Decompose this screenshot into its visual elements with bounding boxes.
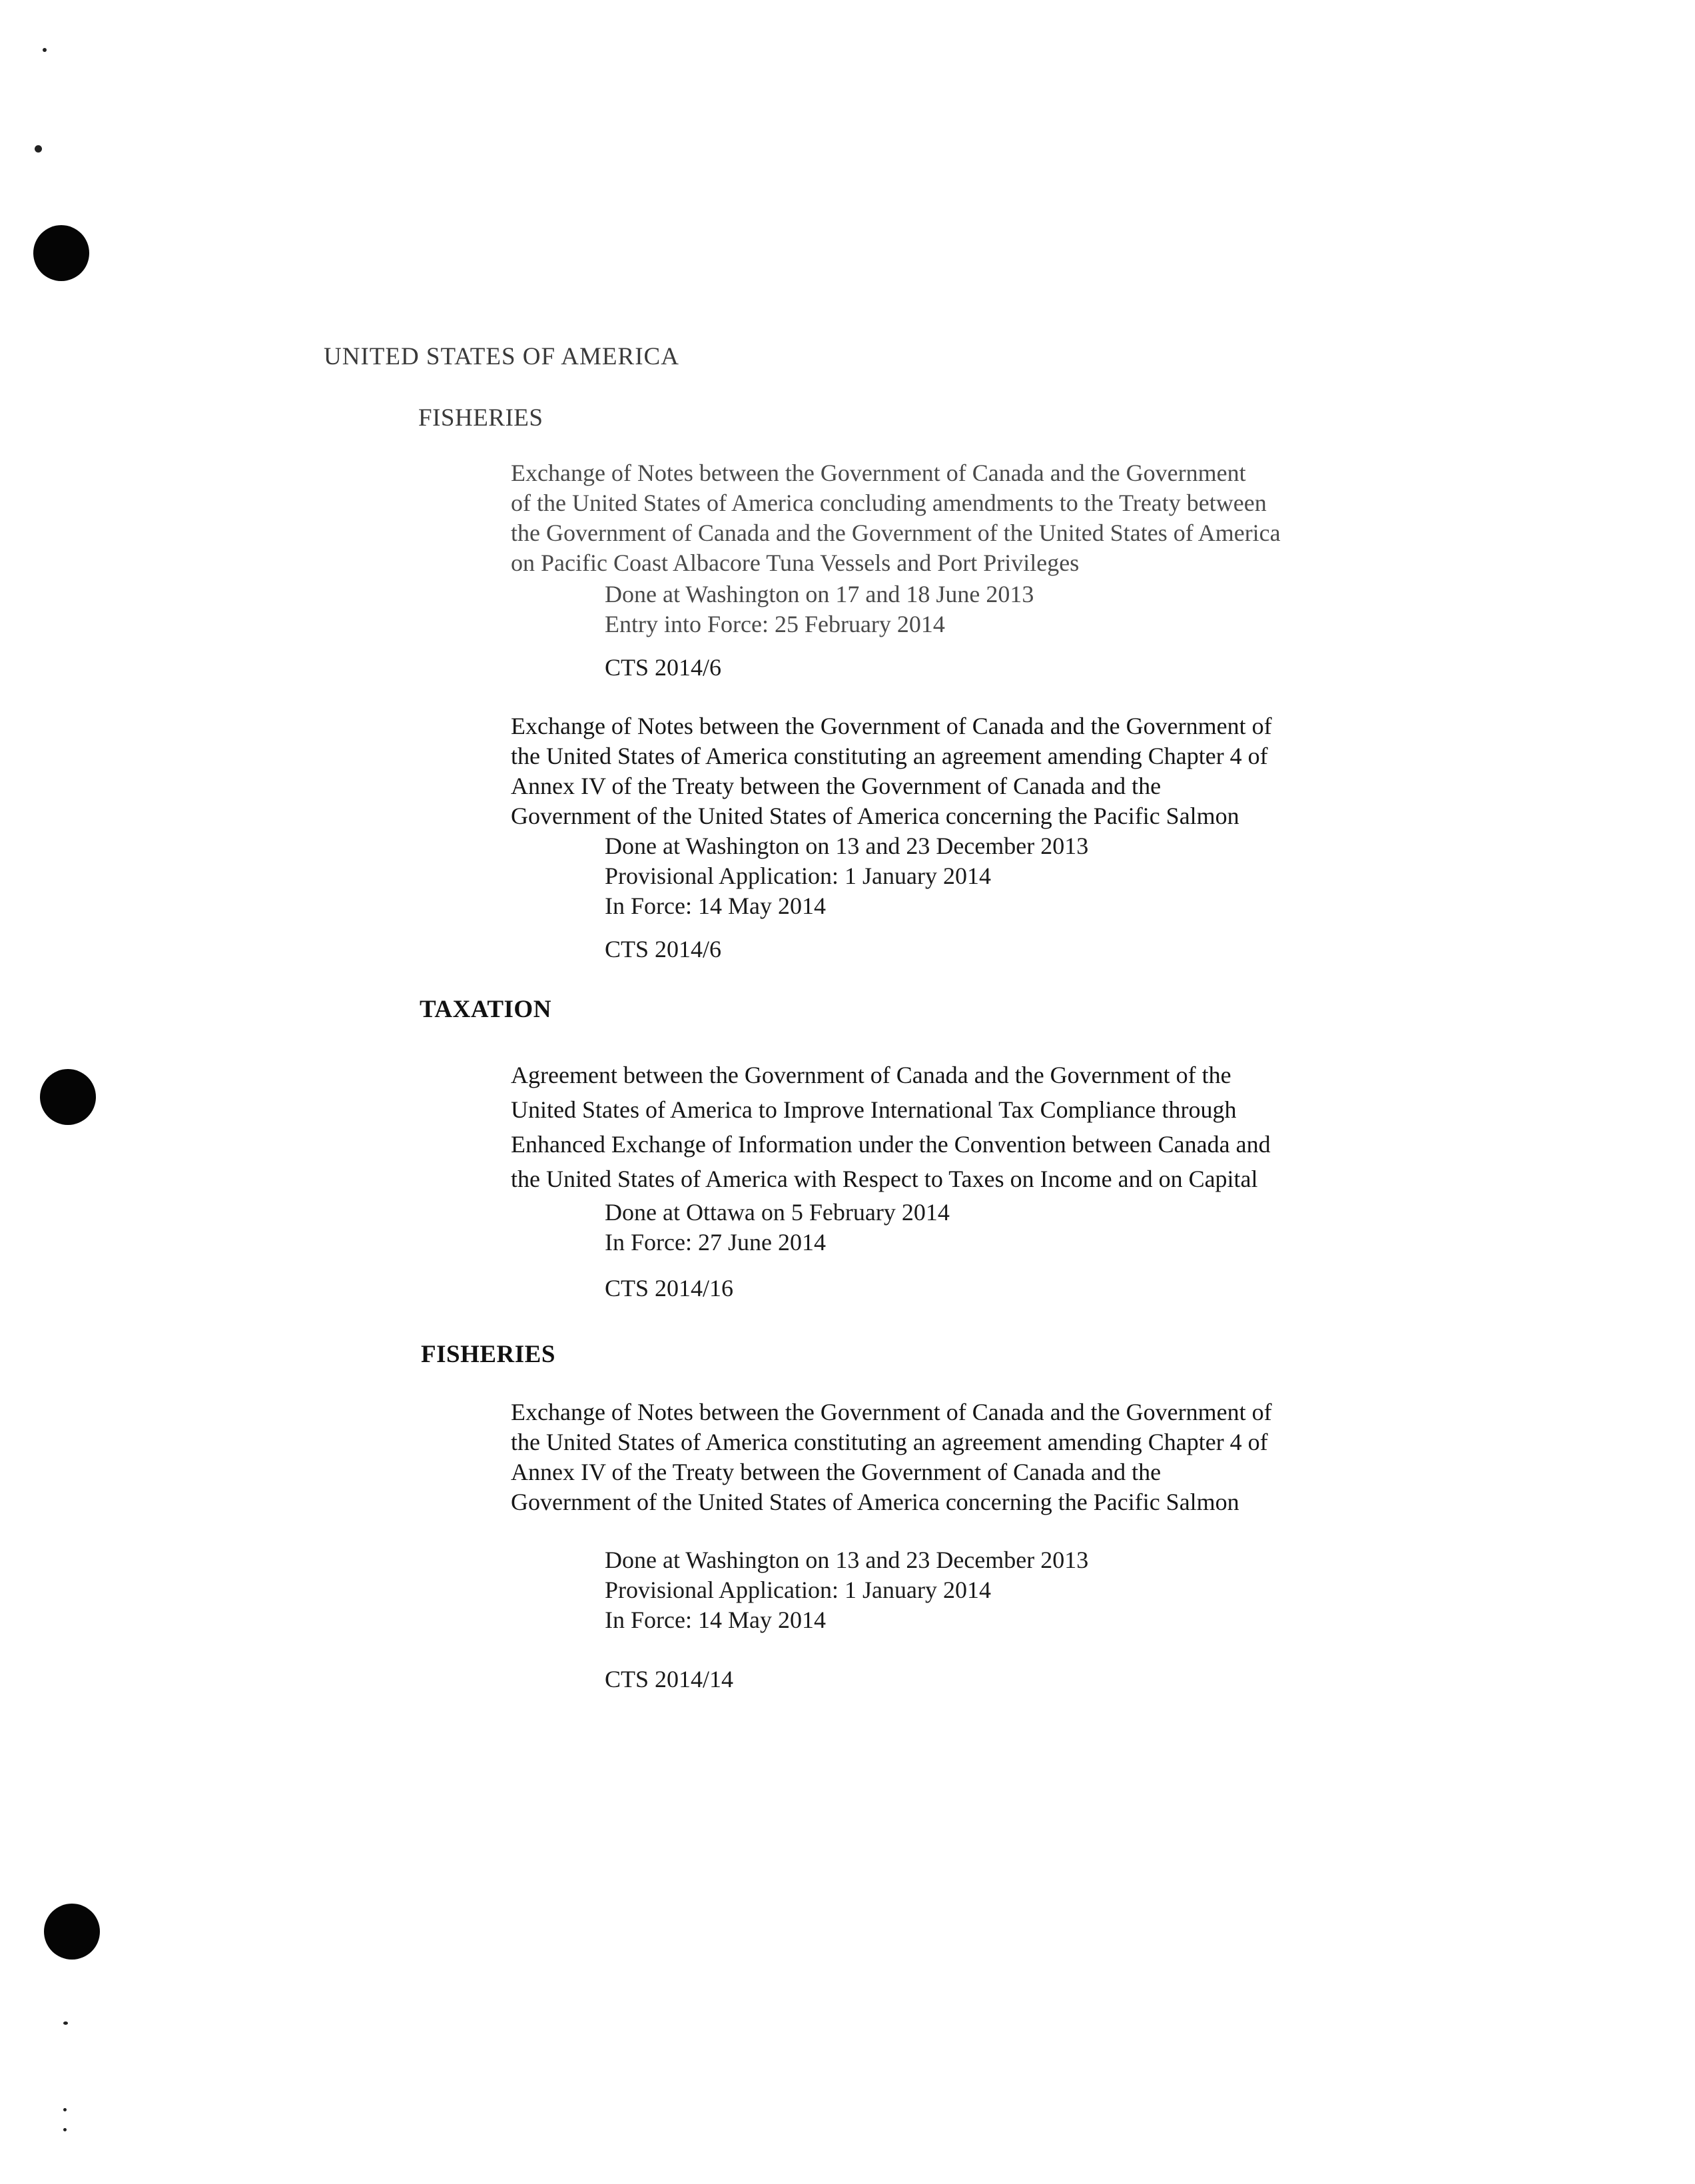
treaty-in-force: In Force: 27 June 2014 xyxy=(605,1229,826,1256)
treaty-done-at: Done at Washington on 13 and 23 December 2013 xyxy=(605,833,1089,859)
treaty-in-force: In Force: 14 May 2014 xyxy=(605,893,826,919)
treaty-title: Exchange of Notes between the Government of Canada and the Government of the United States of America concluding amendments to the Treaty between the Government of Canada and the Government of the United States of America on Pacific Coast Albacore Tuna Vessels and Port Privileges xyxy=(511,460,1281,576)
section-heading-taxation: TAXATION xyxy=(420,996,551,1023)
treaty-done-at: Done at Washington on 13 and 23 December 2013 xyxy=(605,1547,1089,1573)
treaty-cts-reference: CTS 2014/16 xyxy=(605,1275,734,1301)
treaty-provisional-application: Provisional Application: 1 January 2014 xyxy=(605,863,991,889)
treaty-details xyxy=(605,579,1377,639)
treaty-title: Exchange of Notes between the Government of Canada and the Government of the United States of America constituting an agreement amending Chapter 4 of Annex IV of the Treaty between the Government of Canada and the Government of the United States of America concerning the Pacific Salmon xyxy=(511,1399,1272,1515)
treaty-details xyxy=(605,831,1377,921)
section-heading-fisheries: FISHERIES xyxy=(418,404,543,432)
treaty-details xyxy=(605,1198,1377,1258)
treaty-entry-into-force: Entry into Force: 25 February 2014 xyxy=(605,611,945,637)
treaty-entry xyxy=(511,458,1377,683)
binder-hole-middle xyxy=(40,1069,96,1125)
treaty-cts-reference: CTS 2014/14 xyxy=(605,1666,734,1692)
treaty-details xyxy=(605,1545,1377,1635)
binder-hole-top xyxy=(33,225,89,281)
treaty-entry xyxy=(511,711,1377,964)
treaty-entry xyxy=(511,1058,1377,1303)
section-heading-fisheries: FISHERIES xyxy=(421,1341,555,1368)
scan-speck xyxy=(43,48,47,52)
scan-speck xyxy=(63,2108,67,2111)
treaty-done-at: Done at Ottawa on 5 February 2014 xyxy=(605,1199,950,1226)
treaty-title: Agreement between the Government of Canada and the Government of the United States of America to Improve International Tax Compliance through Enhanced Exchange of Information under the Convention between Canada and the United States of America with Respect to Taxes on Income and on Capital xyxy=(511,1062,1271,1192)
treaty-entry xyxy=(511,1397,1377,1694)
treaty-title: Exchange of Notes between the Government of Canada and the Government of the United States of America constituting an agreement amending Chapter 4 of Annex IV of the Treaty between the Government of Canada and the Government of the United States of America concerning the Pacific Salmon xyxy=(511,713,1272,829)
treaty-provisional-application: Provisional Application: 1 January 2014 xyxy=(605,1577,991,1603)
country-heading: UNITED STATES OF AMERICA xyxy=(324,343,679,370)
scan-speck xyxy=(35,145,42,153)
treaty-in-force: In Force: 14 May 2014 xyxy=(605,1607,826,1633)
treaty-cts-reference: CTS 2014/6 xyxy=(605,654,722,681)
treaty-done-at: Done at Washington on 17 and 18 June 2013 xyxy=(605,581,1034,607)
scan-speck xyxy=(63,2021,68,2025)
binder-hole-bottom xyxy=(44,1904,100,1960)
scan-speck xyxy=(63,2128,67,2131)
treaty-cts-reference: CTS 2014/6 xyxy=(605,936,722,962)
